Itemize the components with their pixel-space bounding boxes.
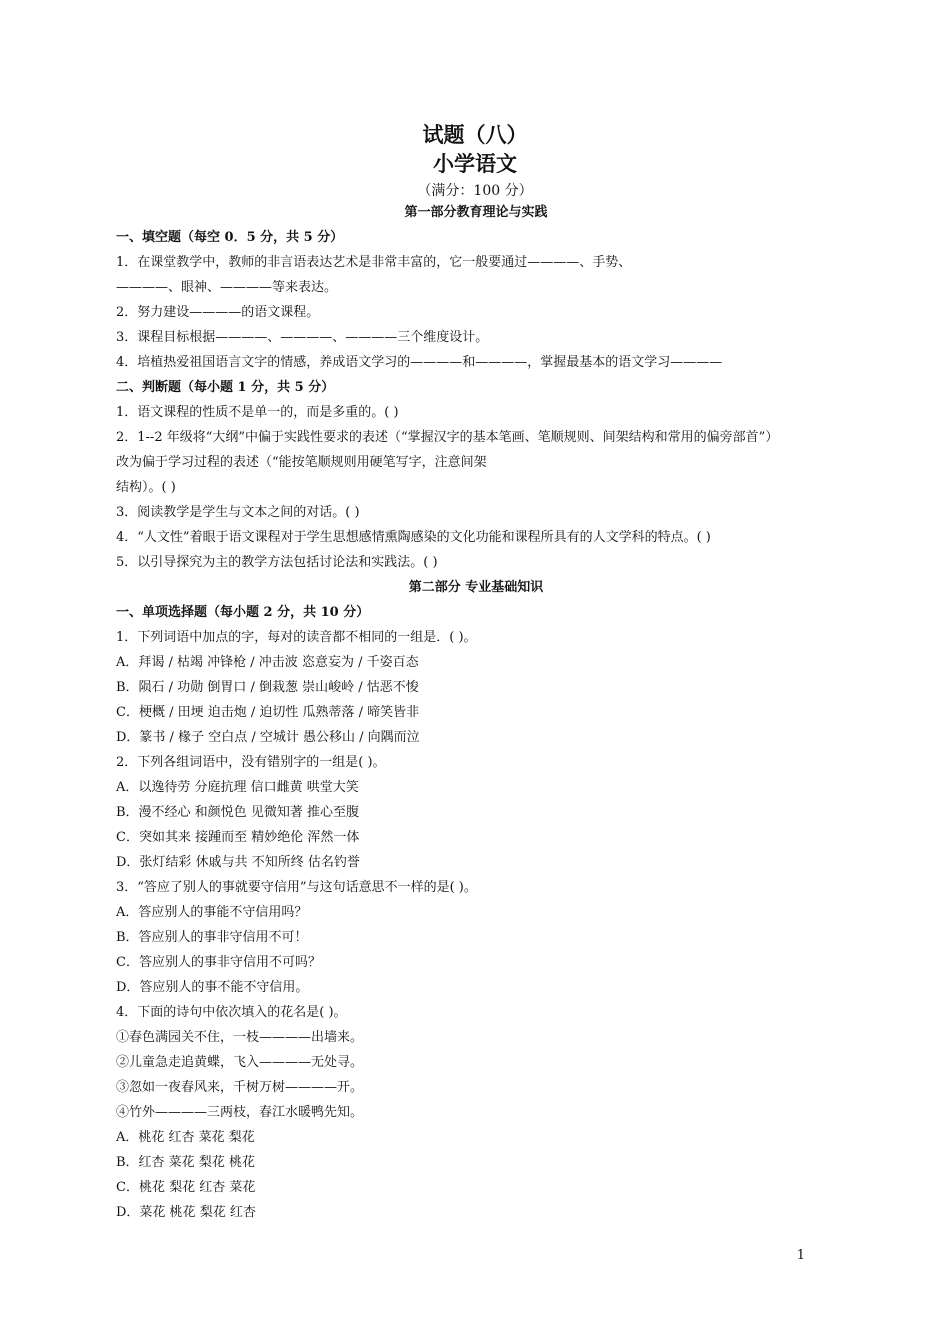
text-line: A．拜谒 / 枯竭 冲锋枪 / 冲击波 恣意妄为 / 千姿百态 bbox=[116, 655, 419, 670]
text-line: B．红杏 菜花 梨花 桃花 bbox=[116, 1155, 255, 1170]
text-line: 4．下面的诗句中依次填入的花名是( )。 bbox=[116, 1005, 347, 1020]
document-body bbox=[116, 200, 836, 1225]
text-line: 5．以引导探究为主的教学方法包括讨论法和实践法。( ) bbox=[116, 555, 438, 570]
text-line: 1．语文课程的性质不是单一的，而是多重的。( ) bbox=[116, 405, 399, 420]
document-title: 试题（八） bbox=[422, 122, 528, 147]
document-subtitle: 小学语文 bbox=[433, 151, 517, 176]
text-line: C．突如其来 接踵而至 精妙绝伦 浑然一体 bbox=[116, 830, 360, 845]
text-line: 3．课程目标根据————、————、————三个维度设计。 bbox=[116, 330, 489, 345]
text-line: A．以逸待劳 分庭抗理 信口雌黄 哄堂大笑 bbox=[116, 780, 359, 795]
text-line: 4．“人文性”着眼于语文课程对于学生思想感情熏陶感染的文化功能和课程所具有的人文学科的特点。( ) bbox=[116, 530, 711, 545]
text-line: 2．努力建设————的语文课程。 bbox=[116, 305, 320, 320]
text-line: ————、眼神、————等来表达。 bbox=[116, 280, 338, 295]
text-line: 3．阅读教学是学生与文本之间的对话。( ) bbox=[116, 505, 360, 520]
text-line: B．漫不经心 和颜悦色 见微知著 推心至腹 bbox=[116, 805, 359, 820]
text-line: A．桃花 红杏 菜花 梨花 bbox=[116, 1130, 255, 1145]
text-line: D．篆书 / 椽子 空白点 / 空城计 愚公移山 / 向隅而泣 bbox=[116, 730, 420, 745]
text-line: 2．1--2 年级将“大纲”中偏于实践性要求的表述（“掌握汉字的基本笔画、笔顺规则、间架结构和常用的偏旁部首”） bbox=[116, 430, 779, 445]
text-line: 4．培植热爱祖国语言文字的情感，养成语文学习的————和————，掌握最基本的语文学习———— bbox=[116, 355, 723, 370]
question-group-heading: 二、判断题（每小题 1 分，共 5 分） bbox=[116, 380, 335, 395]
text-line: B．答应别人的事非守信用不可！ bbox=[116, 930, 308, 945]
section-heading: 第二部分 专业基础知识 bbox=[408, 580, 544, 595]
text-line: 改为偏于学习过程的表述（“能按笔顺规则用硬笔写字，注意间架 bbox=[116, 455, 487, 470]
text-line: ③忽如一夜春风来，千树万树————开。 bbox=[116, 1080, 364, 1095]
text-line: C．梗概 / 田埂 迫击炮 / 迫切性 瓜熟蒂落 / 啼笑皆非 bbox=[116, 705, 420, 720]
text-line: ①春色满园关不住，一枝————出墙来。 bbox=[116, 1030, 364, 1045]
text-line: ④竹外————三两枝，春江水暖鸭先知。 bbox=[116, 1105, 364, 1120]
page-number: 1 bbox=[796, 1248, 805, 1263]
text-line: D．菜花 桃花 梨花 红杏 bbox=[116, 1205, 256, 1220]
text-line: 1．在课堂教学中，教师的非言语表达艺术是非常丰富的，它一般要通过————、手势、 bbox=[116, 255, 632, 270]
text-line: 3．“答应了别人的事就要守信用”与这句话意思不一样的是( )。 bbox=[116, 880, 477, 895]
text-line: A．答应别人的事能不守信用吗？ bbox=[116, 905, 308, 920]
section-heading: 第一部分教育理论与实践 bbox=[404, 205, 548, 220]
text-line: D．答应别人的事不能不守信用。 bbox=[116, 980, 309, 995]
text-line: 1．下列词语中加点的字，每对的读音都不相同的一组是．( )。 bbox=[116, 630, 477, 645]
text-line: 2．下列各组词语中，没有错别字的一组是( )。 bbox=[116, 755, 386, 770]
score-note: （满分：100 分） bbox=[417, 183, 533, 199]
text-line: B．陨石 / 功勋 倒胃口 / 倒栽葱 崇山峻岭 / 怙恶不悛 bbox=[116, 680, 419, 695]
text-line: ②儿童急走追黄蝶，飞入————无处寻。 bbox=[116, 1055, 364, 1070]
text-line: D．张灯结彩 休戚与共 不知所终 估名钓誉 bbox=[116, 855, 360, 870]
question-group-heading: 一、单项选择题（每小题 2 分，共 10 分） bbox=[116, 605, 370, 620]
text-line: C．桃花 梨花 红杏 菜花 bbox=[116, 1180, 256, 1195]
text-line: C．答应别人的事非守信用不可吗？ bbox=[116, 955, 321, 970]
question-group-heading: 一、填空题（每空 0．5 分，共 5 分） bbox=[116, 230, 344, 245]
title-block bbox=[0, 120, 950, 202]
text-line: 结构）。( ) bbox=[116, 480, 176, 495]
